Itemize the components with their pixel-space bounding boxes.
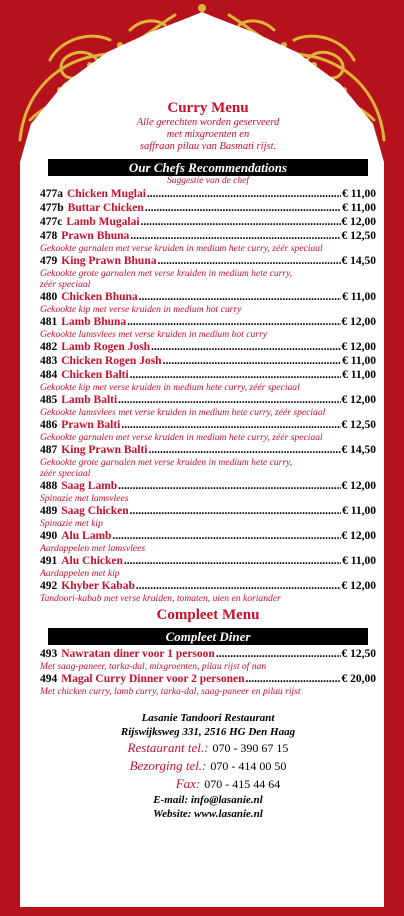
item-description: Tandoori-kabab met verse kruiden, tomaten, uien en koriander [40, 593, 281, 604]
item-number: 490 [40, 530, 58, 542]
item-number: 483 [40, 355, 58, 367]
item-description: Aardappelen met lamsvlees [40, 543, 146, 554]
item-description: Gekookte kip met verse kruiden in medium hot curry [40, 304, 242, 315]
item-price: € 11,00 [342, 369, 376, 381]
menu-item [40, 479, 376, 493]
item-description: Gekookte lamsvlees met verse kruiden in medium hete curry, zéér speciaal [40, 407, 326, 418]
restaurant-address: Rijswijksweg 331, 2516 HG Den Haag [120, 726, 296, 738]
item-number: 494 [40, 673, 58, 685]
email-link[interactable]: E-mail: info@lasanie.nl [153, 794, 263, 806]
item-number: 477b [40, 202, 64, 214]
item-number: 489 [40, 505, 58, 517]
delivery-phone: 070 - 414 00 50 [210, 759, 287, 773]
menu-item [40, 354, 376, 368]
menu-item [40, 187, 376, 201]
item-name: Lamb Balti [61, 394, 118, 406]
item-description: Aardappelen met kip [40, 568, 120, 579]
item-price: € 11,00 [342, 505, 376, 517]
item-price: € 20,00 [341, 673, 376, 685]
item-price: € 11,00 [342, 188, 376, 200]
item-description: zéér speciaal [40, 279, 91, 290]
menu-item [40, 393, 376, 407]
intro-line: saffraan pilau van Basmati rijst. [139, 141, 277, 152]
website-link[interactable]: Website: www.lasanie.nl [153, 808, 263, 820]
item-dots [130, 504, 341, 518]
item-name: Chicken Balti [61, 369, 129, 381]
menu-item [40, 647, 376, 661]
item-number: 484 [40, 369, 58, 381]
item-description: Gekookte lamsvlees met verse kruiden in medium hot curry [40, 329, 267, 340]
item-dots [246, 672, 341, 686]
item-dots [130, 229, 340, 243]
item-description: Spinazie met lamsvlees [40, 493, 129, 504]
item-description: Gekookte grote garnalen met verse kruiden in medium hete curry, [40, 268, 293, 279]
fax-number: 070 - 415 44 64 [204, 777, 281, 791]
item-name: Prawn Bhuna [61, 230, 130, 242]
delivery-phone-row [40, 757, 376, 775]
item-number: 491 [40, 555, 58, 567]
item-number: 481 [40, 316, 58, 328]
item-dots [118, 393, 340, 407]
item-number: 485 [40, 394, 58, 406]
item-number: 480 [40, 291, 58, 303]
delivery-phone-label: Bezorging tel.: [129, 758, 207, 773]
menu-item [40, 340, 376, 354]
item-dots [147, 187, 341, 201]
item-name: Alu Chicken [61, 555, 123, 567]
item-number: 482 [40, 341, 58, 353]
restaurant-phone-row [40, 739, 376, 757]
item-price: € 11,00 [342, 202, 376, 214]
page-title: Curry Menu [167, 100, 249, 116]
menu-item [40, 254, 376, 268]
intro-line: Alle gerechten worden geserveerd [136, 117, 280, 128]
section-bar-chefs: Our Chefs Recommendations [48, 159, 368, 176]
item-name: Magal Curry Dinner voor 2 personen [61, 673, 245, 685]
item-number: 488 [40, 480, 58, 492]
item-price: € 12,00 [341, 394, 376, 406]
fax-row [40, 775, 376, 793]
item-dots [157, 254, 340, 268]
menu-item [40, 672, 376, 686]
item-dots [124, 554, 341, 568]
menu-items-list [40, 187, 376, 604]
item-name: Chicken Rogen Josh [61, 355, 162, 367]
item-dots [145, 201, 341, 215]
item-price: € 12,00 [341, 530, 376, 542]
item-dots [112, 529, 340, 543]
menu-item [40, 290, 376, 304]
fax-label: Fax: [175, 776, 201, 791]
item-name: Lamb Mugalai [66, 216, 140, 228]
item-price: € 12,50 [341, 230, 376, 242]
restaurant-phone: 070 - 390 67 15 [212, 741, 289, 755]
item-name: Buttar Chicken [67, 202, 144, 214]
item-description: Gekookte garnalen met verse kruiden in medium hete curry, zéér speciaal [40, 243, 323, 254]
menu-item [40, 368, 376, 382]
item-dots [118, 479, 340, 493]
menu-item [40, 229, 376, 243]
menu-item [40, 504, 376, 518]
item-name: Khyber Kabab [61, 580, 135, 592]
menu-item [40, 201, 376, 215]
menu-item [40, 554, 376, 568]
compleet-items-list [40, 647, 376, 697]
item-name: Saag Lamb [61, 480, 118, 492]
item-price: € 11,00 [342, 555, 376, 567]
item-number: 477c [40, 216, 63, 228]
item-description: Gekookte garnalen met verse kruiden in medium hete curry, zéér speciaal [40, 432, 323, 443]
item-price: € 14,50 [341, 444, 376, 456]
menu-item [40, 529, 376, 543]
menu-item [40, 579, 376, 593]
chef-suggestion-note: Suggestie van de chef [166, 176, 250, 186]
compleet-menu-title: Compleet Menu [156, 607, 260, 623]
item-number: 479 [40, 255, 58, 267]
item-name: Saag Chicken [61, 505, 129, 517]
item-description: Met chicken curry, lamb curry, tarka-dal, saag-paneer en pilau rijst [40, 686, 301, 697]
item-name: Lamb Rogen Josh [61, 341, 151, 353]
item-number: 477a [40, 188, 63, 200]
item-name: Chicken Bhuna [61, 291, 138, 303]
item-price: € 14,50 [341, 255, 376, 267]
item-description: Spinazie met kip [40, 518, 103, 529]
menu-item [40, 315, 376, 329]
item-dots [139, 290, 341, 304]
item-description: Met saag-paneer, tarka-dal, mixgroenten, pilau rijst of nan [40, 661, 267, 672]
item-price: € 12,50 [341, 648, 376, 660]
menu-item [40, 418, 376, 432]
menu-content [40, 100, 376, 821]
item-name: Prawn Balti [61, 419, 121, 431]
item-number: 493 [40, 648, 58, 660]
item-price: € 12,00 [341, 316, 376, 328]
menu-item [40, 215, 376, 229]
footer [40, 711, 376, 821]
intro-line: met mixgroenten en [166, 129, 250, 140]
item-dots [136, 579, 341, 593]
item-description: Gekookte kip met verse kruiden in medium hete curry, zéér speciaal [40, 382, 300, 393]
item-dots [141, 215, 341, 229]
item-dots [130, 368, 341, 382]
item-name: King Prawn Balti [61, 444, 148, 456]
item-description: Gekookte grote garnalen met verse kruiden in medium hete curry, [40, 457, 293, 468]
item-dots [151, 340, 340, 354]
item-number: 492 [40, 580, 58, 592]
restaurant-name: Lasanie Tandoori Restaurant [141, 712, 275, 724]
item-price: € 11,00 [342, 355, 376, 367]
item-dots [163, 354, 342, 368]
item-name: Nawratan diner voor 1 persoon [61, 648, 215, 660]
item-number: 478 [40, 230, 58, 242]
item-price: € 12,00 [341, 580, 376, 592]
item-dots [127, 315, 340, 329]
item-name: Chicken Muglai [67, 188, 146, 200]
item-name: Alu Lamb [61, 530, 112, 542]
menu-item [40, 443, 376, 457]
item-number: 486 [40, 419, 58, 431]
item-price: € 12,00 [341, 341, 376, 353]
item-price: € 12,00 [341, 480, 376, 492]
item-number: 487 [40, 444, 58, 456]
item-description: zéér speciaal [40, 468, 91, 479]
item-dots [216, 647, 341, 661]
item-name: King Prawn Bhuna [61, 255, 157, 267]
item-dots [149, 443, 341, 457]
section-bar-compleet: Compleet Diner [48, 628, 368, 645]
item-price: € 11,00 [342, 291, 376, 303]
item-name: Lamb Bhuna [61, 316, 127, 328]
item-price: € 12,50 [341, 419, 376, 431]
item-dots [121, 418, 340, 432]
item-price: € 12,00 [341, 216, 376, 228]
restaurant-phone-label: Restaurant tel.: [127, 740, 209, 755]
